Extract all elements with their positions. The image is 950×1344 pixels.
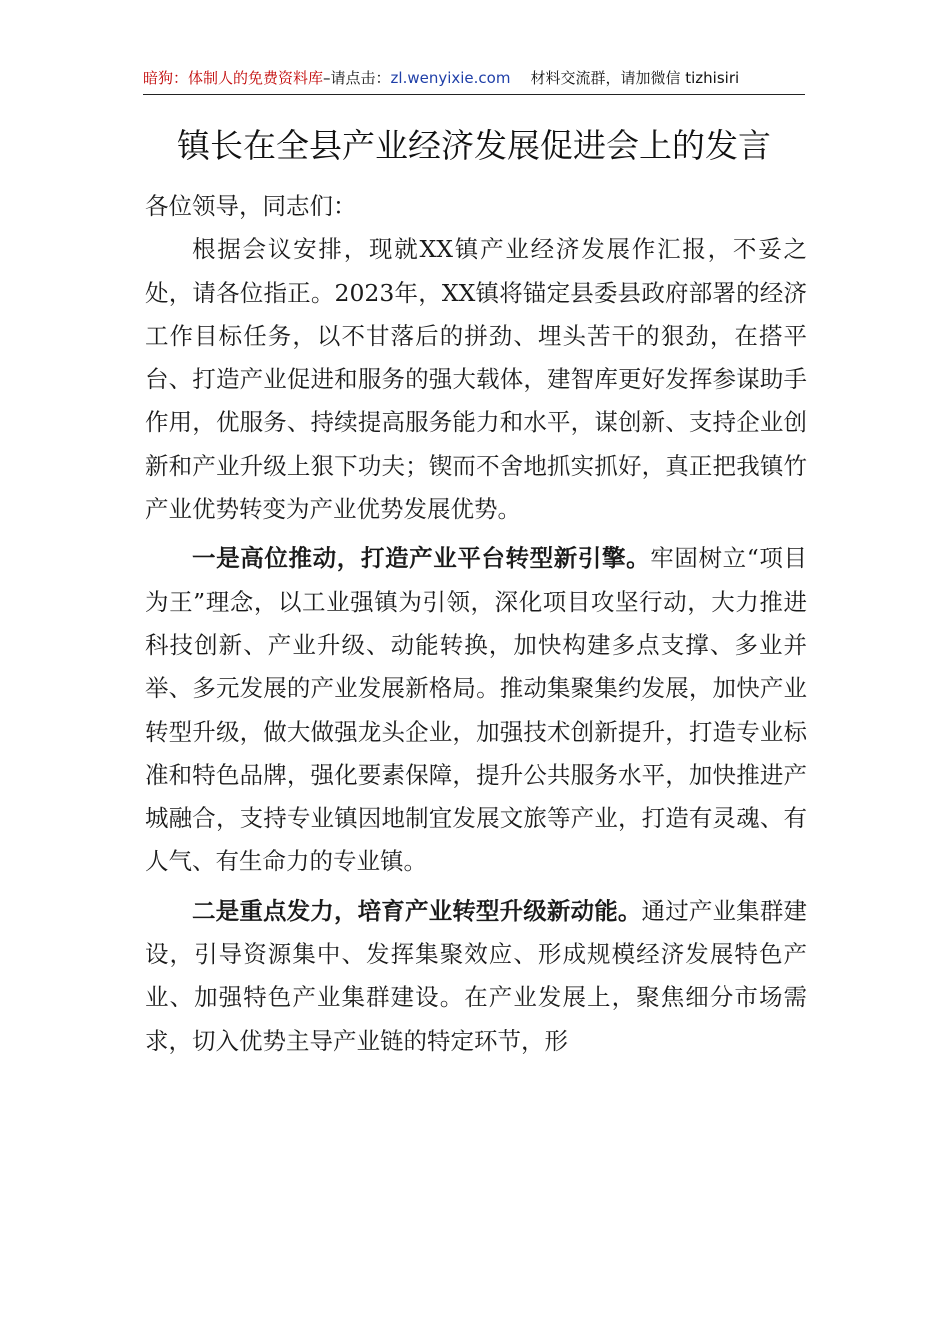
paragraph-point-1-text: 牢固树立“项目为王”理念，以工业强镇为引领，深化项目攻坚行动，大力推进科技创新、产业升级、动能转换，加快构建多点支撑、多业并举、多元发展的产业发展新格局。推动集聚集约发展，加快产业转型升级，做大做强龙头企业，加强技术创新提升，打造专业标准和特色品牌，强化要素保障，提升公共服务水平，加快推进产城融合，支持专业镇因地制宜发展文旅等产业，打造有灵魂、有人气、有生命力的专业镇。	[145, 544, 808, 876]
paragraph-intro	[145, 228, 807, 531]
paragraph-point-2-heading: 二是重点发力，培育产业转型升级新动能。	[192, 896, 642, 925]
page-header	[143, 66, 805, 95]
paragraph-point-1-heading: 一是高位推动，打造产业平台转型新引擎。	[192, 544, 651, 573]
document-body	[145, 185, 807, 1063]
header-site-name: 暗狗：体制人的免费资料库	[143, 69, 324, 87]
paragraph-point-1	[145, 537, 807, 883]
header-click-prompt: –请点击：	[323, 69, 391, 87]
paragraph-intro-text: 根据会议安排，现就XX镇产业经济发展作汇报，不妥之处，请各位指正。2023年，XX镇将锚定县委县政府部署的经济工作目标任务，以不甘落后的拼劲、埋头苦干的狠劲，在搭平台、打造产业促进和服务的强大载体，建智库更好发挥参谋助手作用，优服务、持续提高服务能力和水平，谋创新、支持企业创新和产业升级上狠下功夫；锲而不舍地抓实抓好，真正把我镇竹产业优势转变为产业优势发展优势。	[145, 235, 807, 524]
document-title: 镇长在全县产业经济发展促进会上的发言	[177, 126, 771, 165]
header-url-link[interactable]: zl.wenyixie.com	[390, 69, 511, 87]
paragraph-point-2-text: 通过产业集群建设，引导资源集中、发挥集聚效应、形成规模经济发展特色产业、加强特色产业集群建设。在产业发展上，聚焦细分市场需求，切入优势主导产业链的特定环节，形	[145, 896, 808, 1055]
salutation: 各位领导，同志们：	[145, 192, 357, 220]
header-wechat-note: 材料交流群，请加微信 tizhisiri	[530, 69, 740, 87]
paragraph-point-2	[145, 890, 807, 1063]
